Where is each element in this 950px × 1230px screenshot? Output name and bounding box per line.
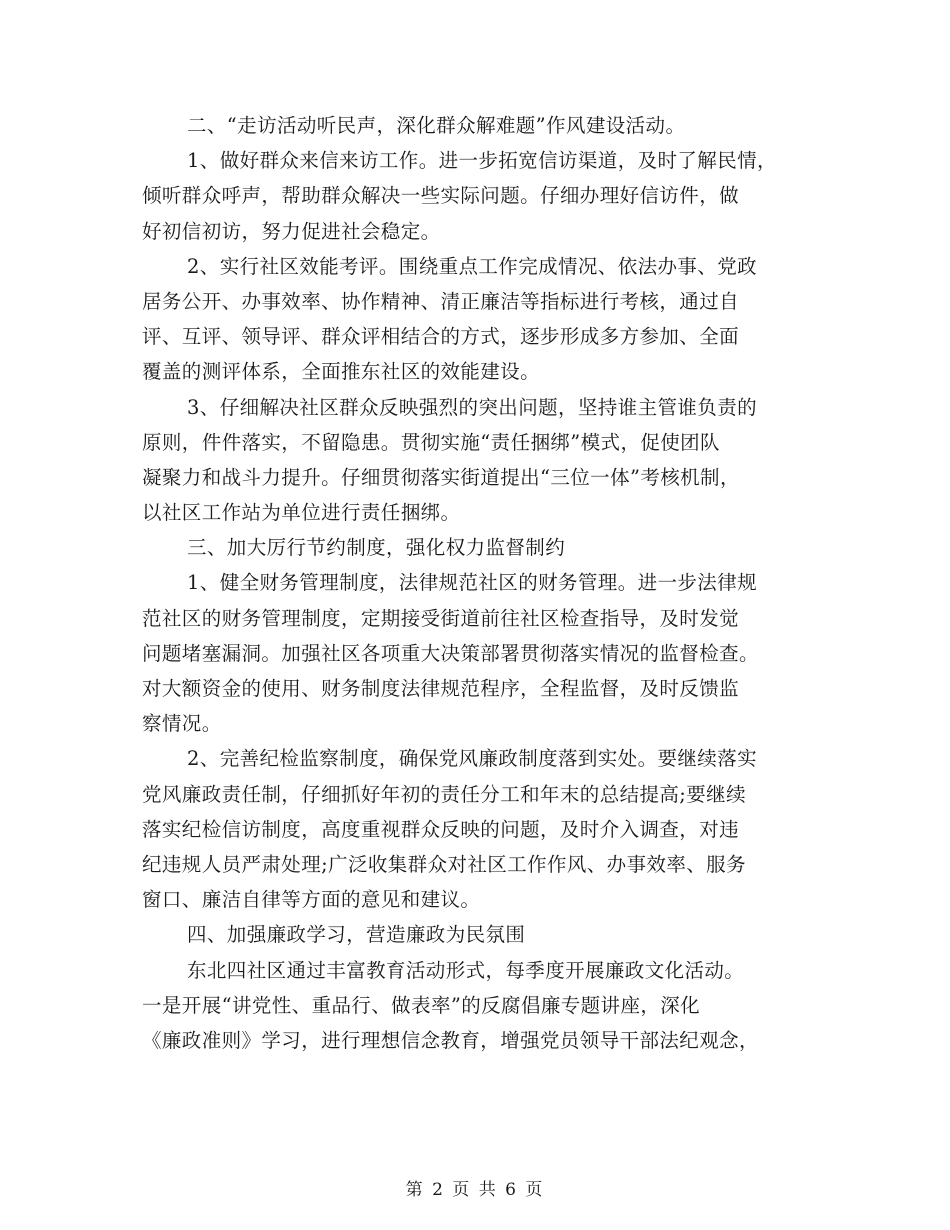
- text-line: 3、仔细解决社区群众反映强烈的突出问题，坚持谁主管谁负责的: [187, 395, 758, 419]
- text-line: 对大额资金的使用、财务制度法律规范程序，全程监督，及时反馈监: [142, 677, 740, 700]
- text-line: 倾听群众呼声，帮助群众解决一些实际问题。仔细办理好信访件，做: [142, 184, 740, 208]
- text-line: 评、互评、领导评、群众评相结合的方式，逐步形成多方参加、全面: [142, 325, 740, 349]
- text-line: 覆盖的测评体系，全面推东社区的效能建设。: [142, 360, 541, 384]
- text-line: 落实纪检信访制度，高度重视群众反映的问题，及时介入调查，对违: [142, 817, 740, 841]
- document-body: [142, 108, 822, 1058]
- text-line: 东北四社区通过丰富教育活动形式，每季度开展廉政文化活动。: [187, 958, 745, 982]
- text-line: 纪违规人员严肃处理;广泛收集群众对社区工作作风、办事效率、服务: [142, 852, 746, 876]
- text-line: 好初信初访，努力促进社会稳定。: [142, 219, 441, 243]
- text-line: 以社区工作站为单位进行责任捆绑。: [142, 501, 461, 525]
- text-line: 察情况。: [142, 712, 222, 736]
- text-line: 2、完善纪检监察制度，确保党风廉政制度落到实处。要继续落实: [187, 747, 758, 771]
- text-line: 居务公开、办事效率、协作精神、清正廉洁等指标进行考核，通过自: [142, 289, 740, 313]
- text-line: 2、实行社区效能考评。围绕重点工作完成情况、依法办事、党政: [187, 254, 758, 278]
- text-line: 凝聚力和战斗力提升。仔细贯彻落实街道提出“三位一体”考核机制，: [142, 465, 740, 489]
- text-line: 党风廉政责任制，仔细抓好年初的责任分工和年末的总结提高;要继续: [142, 782, 746, 806]
- page-footer: 第 2 页 共 6 页: [405, 1180, 545, 1200]
- text-line: 1、做好群众来信来访工作。进一步拓宽信访渠道，及时了解民情，: [187, 149, 777, 173]
- text-line: 三、加大厉行节约制度，强化权力监督制约: [187, 536, 566, 560]
- text-line: 窗口、廉洁自律等方面的意见和建议。: [142, 888, 481, 912]
- text-line: 二、“走访活动听民声，深化群众解难题”作风建设活动。: [187, 114, 686, 137]
- text-line: 原则，件件落实，不留隐患。贯彻实施“责任捆绑”模式，促使团队: [142, 430, 720, 454]
- text-line: 1、健全财务管理制度，法律规范社区的财务管理。进一步法律规: [187, 571, 758, 595]
- text-line: 《廉政准则》学习，进行理想信念教育，增强党员领导干部法纪观念，: [142, 1028, 759, 1052]
- text-line: 四、加强廉政学习，营造廉政为民氛围: [187, 923, 526, 947]
- text-line: 问题堵塞漏洞。加强社区各项重大决策部署贯彻落实情况的监督检查。: [142, 641, 759, 665]
- text-line: 范社区的财务管理制度，定期接受街道前往社区检查指导，及时发觉: [142, 606, 740, 630]
- text-line: 一是开展“讲党性、重品行、做表率”的反腐倡廉专题讲座，深化: [142, 993, 701, 1017]
